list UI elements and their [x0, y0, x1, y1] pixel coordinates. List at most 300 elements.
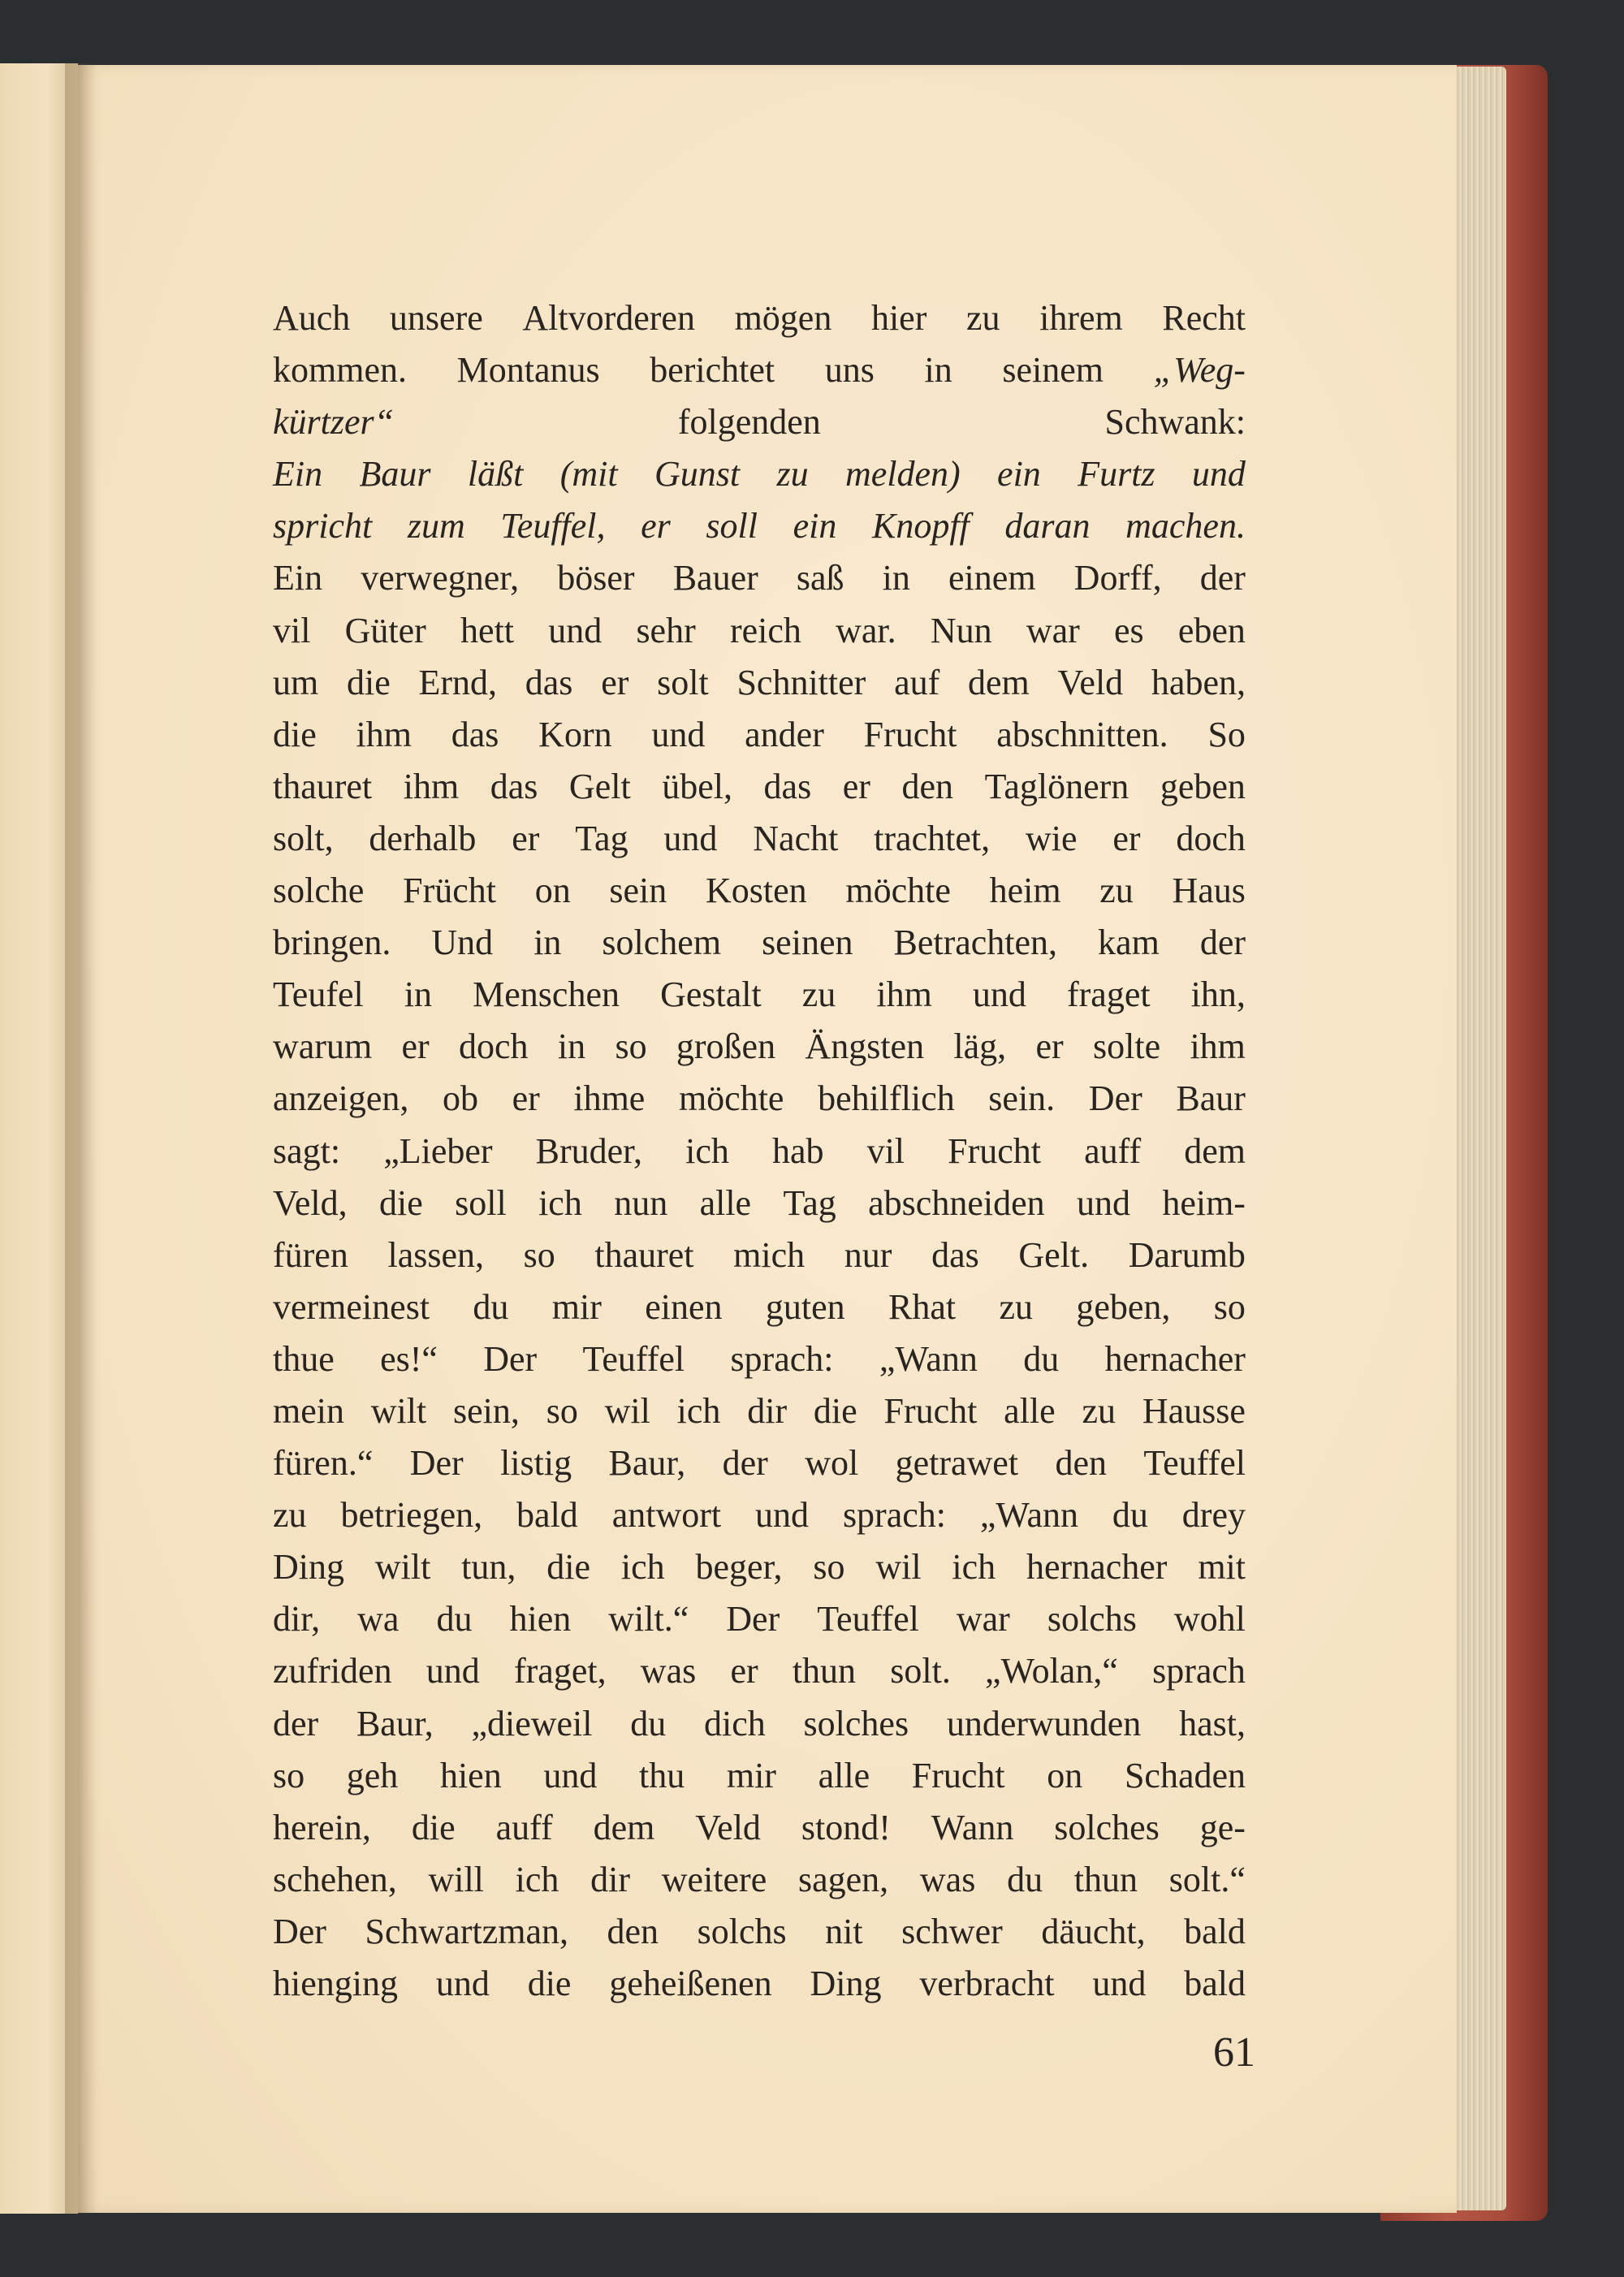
word: bald: [516, 1495, 578, 1536]
word: fraget,: [514, 1651, 607, 1692]
word: und: [663, 818, 718, 858]
word: verbracht: [919, 1964, 1055, 2003]
text-line: [273, 344, 1246, 396]
word: wohl: [1173, 1599, 1246, 1640]
word: trachtet,: [874, 818, 991, 858]
text-line: [273, 1854, 1246, 1906]
word: dem: [593, 1807, 655, 1847]
word: vermeinest: [273, 1286, 430, 1327]
body-text: [273, 292, 1246, 2010]
word: behilflich: [818, 1078, 955, 1119]
word: stond!: [801, 1807, 891, 1847]
word: es!“: [380, 1338, 438, 1379]
word: will: [428, 1859, 484, 1899]
word: einen: [645, 1286, 723, 1327]
word: sprach:: [730, 1338, 834, 1379]
text-line: [273, 500, 1246, 552]
text-line: [273, 709, 1246, 761]
word: läßt: [467, 454, 524, 495]
word: Darumb: [1128, 1234, 1246, 1275]
word: Teuffel: [582, 1338, 685, 1379]
word: hier: [870, 298, 927, 338]
word: Rhat: [888, 1286, 957, 1327]
word: vil: [866, 1130, 905, 1171]
word: fraget: [1067, 974, 1151, 1015]
word: in: [533, 922, 562, 963]
word: dem: [1184, 1130, 1246, 1171]
text-line: [273, 865, 1246, 917]
word: Bruder,: [535, 1130, 643, 1171]
word: ihn,: [1190, 974, 1246, 1015]
text-line: [273, 1541, 1246, 1593]
word: Gelt: [568, 766, 631, 806]
text-line: [273, 448, 1246, 500]
word: wie: [1025, 818, 1078, 858]
word: Ernd,: [418, 662, 498, 702]
word: ein: [997, 454, 1041, 495]
word: reich: [729, 610, 801, 650]
word: doch: [459, 1026, 529, 1067]
word: Schnitter: [736, 662, 866, 702]
word: solt: [657, 662, 709, 702]
word: du: [1112, 1495, 1148, 1536]
word: Veld: [1057, 662, 1124, 702]
word: den: [901, 766, 954, 806]
word: du: [630, 1703, 667, 1743]
word: ihrem: [1039, 298, 1123, 338]
word: nur: [844, 1234, 892, 1275]
word: thun: [1073, 1859, 1138, 1899]
word: und: [755, 1495, 810, 1536]
word: zu: [801, 974, 836, 1015]
text-line: [273, 657, 1246, 709]
word: was: [640, 1651, 697, 1692]
word: Bauer: [672, 558, 758, 598]
word: zu: [776, 454, 809, 495]
word: geh: [346, 1755, 399, 1795]
word: hien: [509, 1599, 572, 1640]
word: den: [607, 1911, 659, 1951]
word: solt,: [273, 818, 334, 858]
word: ich: [538, 1182, 582, 1223]
word: so: [273, 1755, 305, 1795]
word: berichtet: [650, 350, 775, 391]
word: das: [451, 714, 499, 754]
word: seinem: [1002, 350, 1104, 391]
word: schehen,: [273, 1859, 397, 1899]
word: sprach:: [842, 1495, 946, 1536]
word: Korn: [538, 714, 612, 754]
word: bald: [1184, 1911, 1246, 1951]
word: Nun: [930, 610, 992, 650]
word: das: [490, 766, 538, 806]
word: kam: [1098, 922, 1160, 963]
word: Tag: [783, 1182, 836, 1223]
text-line: [273, 1906, 1246, 1958]
word: wil: [875, 1547, 922, 1588]
word: und: [425, 1651, 480, 1692]
word: zu: [1099, 871, 1134, 911]
word: übel,: [662, 766, 732, 806]
word: großen: [676, 1026, 776, 1067]
word: abschnitten.: [996, 714, 1168, 754]
word: mir: [551, 1286, 602, 1327]
word: Teuffel,: [500, 506, 606, 547]
word: beger,: [695, 1547, 783, 1588]
word: Nacht: [753, 818, 839, 858]
word: und: [1076, 1182, 1130, 1223]
word: zu: [965, 298, 1000, 338]
word: ich: [952, 1547, 996, 1588]
word: er: [601, 662, 629, 702]
word: geheißenen: [609, 1964, 772, 2003]
word: und: [1092, 1964, 1147, 2003]
word: Haus: [1172, 871, 1246, 911]
word: mein: [273, 1390, 344, 1431]
word: den: [1055, 1443, 1107, 1484]
word: on: [534, 871, 571, 911]
word: Gunst: [654, 454, 741, 495]
word: füren.“: [273, 1443, 374, 1484]
text-line: [273, 1021, 1246, 1073]
word: bringen.: [273, 922, 391, 963]
word: böser: [557, 558, 635, 598]
word: kürtzer“: [273, 402, 395, 443]
word: herein,: [273, 1807, 371, 1847]
word: er: [730, 1651, 758, 1692]
word: Güter: [344, 610, 426, 650]
word: folgenden: [677, 402, 821, 443]
word: zu: [1082, 1390, 1116, 1431]
word: mit: [1198, 1547, 1246, 1588]
word: hast,: [1179, 1703, 1246, 1743]
word: hien: [439, 1755, 502, 1795]
word: Ein: [273, 558, 323, 598]
word: Ein: [273, 454, 323, 495]
word: die: [527, 1964, 572, 2003]
word: der: [722, 1443, 768, 1484]
text-line: [273, 1645, 1246, 1697]
word: in: [404, 974, 433, 1015]
word: solches: [803, 1703, 909, 1743]
word: Schaden: [1124, 1755, 1246, 1795]
word: on: [1047, 1755, 1083, 1795]
text-line: [273, 761, 1246, 813]
word: ihme: [573, 1078, 646, 1119]
word: ein: [793, 506, 837, 547]
word: mir: [726, 1755, 776, 1795]
word: haben,: [1151, 662, 1246, 702]
word: er: [401, 1026, 430, 1067]
word: wil: [604, 1390, 650, 1431]
word: ich: [676, 1390, 721, 1431]
word: zufriden: [273, 1651, 392, 1692]
word: Frucht: [948, 1130, 1041, 1171]
word: zu: [999, 1286, 1034, 1327]
word: du: [1023, 1338, 1060, 1379]
word: ihm: [403, 766, 460, 806]
word: solches: [1054, 1807, 1160, 1847]
word: Der: [409, 1443, 464, 1484]
word: das: [525, 662, 573, 702]
word: „Wolan,“: [985, 1651, 1118, 1692]
word: Veld: [695, 1807, 761, 1847]
text-line: [273, 1229, 1246, 1281]
word: thun: [792, 1651, 857, 1692]
word: sein,: [453, 1390, 520, 1431]
word: die: [273, 714, 317, 754]
word: vil: [273, 610, 311, 650]
word: Frucht: [863, 714, 957, 754]
word: und: [972, 974, 1026, 1015]
word: saß: [796, 558, 844, 598]
text-line: [273, 1593, 1246, 1645]
page-gutter-shadow: [65, 63, 97, 2214]
text-line: [273, 1958, 1246, 2010]
word: heim: [989, 871, 1061, 911]
word: getrawet: [895, 1443, 1019, 1484]
word: Furtz: [1078, 454, 1155, 495]
word: es: [1113, 610, 1144, 650]
word: Teuffel: [1143, 1443, 1246, 1484]
word: Der: [483, 1338, 538, 1379]
word: so: [1213, 1286, 1246, 1327]
word: Der: [1088, 1078, 1142, 1119]
word: sagen,: [797, 1859, 889, 1899]
word: nun: [614, 1182, 668, 1223]
word: underwunden: [946, 1703, 1142, 1743]
word: abschneiden: [868, 1182, 1045, 1223]
word: hab: [771, 1130, 824, 1171]
word: füren: [273, 1234, 348, 1275]
word: und: [1191, 454, 1246, 495]
word: ihm: [356, 714, 412, 754]
word: derhalb: [369, 818, 477, 858]
word: läg,: [953, 1026, 1007, 1067]
word: uns: [824, 350, 875, 391]
word: der: [1199, 922, 1246, 963]
text-line: [273, 396, 1246, 448]
word: in: [924, 350, 952, 391]
word: Veld,: [273, 1182, 348, 1223]
word: Und: [431, 922, 494, 963]
word: Baur: [1176, 1078, 1246, 1119]
word: Ängsten: [805, 1026, 925, 1067]
word: sein: [609, 871, 667, 911]
word: er: [842, 766, 870, 806]
word: er: [512, 1078, 540, 1119]
word: tun,: [461, 1547, 516, 1588]
word: er: [1035, 1026, 1064, 1067]
word: Der: [726, 1599, 780, 1640]
word: spricht: [273, 506, 373, 547]
word: wilt: [374, 1547, 431, 1588]
word: Ding: [810, 1964, 882, 2003]
word: mögen: [734, 298, 832, 338]
word: auf: [894, 662, 940, 702]
word: solt.“: [1168, 1859, 1246, 1899]
word: nit: [825, 1911, 863, 1951]
word: die: [346, 662, 391, 702]
word: du: [436, 1599, 473, 1640]
word: dir: [590, 1859, 631, 1899]
word: er: [1112, 818, 1141, 858]
word: solchs: [697, 1911, 787, 1951]
word: verwegner,: [361, 558, 520, 598]
word: Hausse: [1142, 1390, 1246, 1431]
text-line: [273, 1281, 1246, 1333]
word: er: [512, 818, 540, 858]
word: dir: [747, 1390, 788, 1431]
word: solt.: [890, 1651, 951, 1692]
word: Recht: [1162, 298, 1246, 338]
text-line: [273, 1177, 1246, 1229]
word: der: [273, 1703, 319, 1743]
word: mich: [733, 1234, 806, 1275]
word: zum: [407, 506, 465, 547]
word: heim-: [1162, 1182, 1246, 1223]
word: so: [615, 1026, 647, 1067]
word: solchem: [602, 922, 722, 963]
word: alle: [818, 1755, 870, 1795]
word: solchs: [1047, 1599, 1137, 1640]
word: Frücht: [403, 871, 496, 911]
word: „Weg-: [1153, 350, 1246, 391]
word: lassen,: [387, 1234, 484, 1275]
word: auff: [495, 1807, 553, 1847]
word: thauret: [273, 766, 373, 806]
word: „Wann: [979, 1495, 1078, 1536]
word: möchte: [845, 871, 951, 911]
word: soll: [455, 1182, 507, 1223]
word: ander: [745, 714, 824, 754]
word: Gestalt: [660, 974, 762, 1015]
word: ich: [685, 1130, 729, 1171]
word: möchte: [678, 1078, 784, 1119]
word: war.: [836, 610, 896, 650]
page-number: 61: [1213, 2029, 1255, 2076]
text-line: [273, 969, 1246, 1021]
word: solte: [1093, 1026, 1161, 1067]
word: und: [651, 714, 706, 754]
word: war: [956, 1599, 1010, 1640]
word: war: [1026, 610, 1080, 650]
word: Kosten: [706, 871, 807, 911]
word: er: [641, 506, 671, 547]
word: dir,: [273, 1599, 321, 1640]
text-line: [273, 917, 1246, 969]
text-line: [273, 1802, 1246, 1854]
word: thu: [638, 1755, 685, 1795]
word: doch: [1176, 818, 1246, 858]
word: sehr: [636, 610, 696, 650]
word: sprach: [1152, 1651, 1246, 1692]
word: Teuffel: [817, 1599, 919, 1640]
word: Schwartzman,: [365, 1911, 568, 1951]
word: so: [523, 1234, 555, 1275]
word: (mit: [559, 454, 618, 495]
word: Baur: [359, 454, 431, 495]
word: alle: [699, 1182, 752, 1223]
text-line: [273, 1385, 1246, 1437]
book-page: [78, 65, 1457, 2213]
word: Der: [273, 1911, 326, 1951]
word: drey: [1181, 1495, 1246, 1536]
word: soll: [706, 506, 758, 547]
word: Menschen: [473, 974, 620, 1015]
word: daran: [1004, 506, 1091, 547]
word: Gelt.: [1018, 1234, 1090, 1275]
text-line: [273, 292, 1246, 344]
word: Frucht: [911, 1755, 1005, 1795]
word: solche: [273, 871, 365, 911]
word: „Lieber: [383, 1130, 493, 1171]
word: der: [1199, 558, 1246, 598]
word: Auch: [273, 298, 351, 338]
word: Betrachten,: [893, 922, 1058, 963]
text-line: [273, 1126, 1246, 1177]
word: Montanus: [456, 350, 600, 391]
word: die: [379, 1182, 423, 1223]
word: auff: [1084, 1130, 1142, 1171]
text-line: [273, 1489, 1246, 1541]
word: hernacher: [1104, 1338, 1246, 1379]
word: listig: [500, 1443, 572, 1484]
word: Knopff: [871, 506, 970, 547]
word: ich: [515, 1859, 559, 1899]
word: schwer: [901, 1911, 1003, 1951]
word: um: [273, 662, 319, 702]
text-line: [273, 1073, 1246, 1125]
word: weitere: [661, 1859, 767, 1899]
word: hett: [460, 610, 515, 650]
word: sagt:: [273, 1130, 341, 1171]
word: Altvorderen: [522, 298, 695, 338]
word: antwort: [611, 1495, 722, 1536]
word: melden): [844, 454, 961, 495]
word: Baur,: [608, 1443, 686, 1484]
word: „dieweil: [471, 1703, 593, 1743]
word: du: [473, 1286, 509, 1327]
word: einem: [948, 558, 1036, 598]
word: geben,: [1076, 1286, 1171, 1327]
word: zu: [273, 1495, 307, 1536]
word: dich: [704, 1703, 766, 1743]
word: ge-: [1199, 1807, 1246, 1847]
word: so: [546, 1390, 578, 1431]
word: die: [813, 1390, 857, 1431]
word: und: [435, 1964, 490, 2003]
word: thue: [273, 1338, 335, 1379]
word: betriegen,: [340, 1495, 483, 1536]
text-line: [273, 1750, 1246, 1802]
text-line: [273, 605, 1246, 657]
word: und: [543, 1755, 598, 1795]
word: So: [1207, 714, 1246, 754]
word: wilt: [370, 1390, 427, 1431]
word: Baur,: [356, 1703, 434, 1743]
word: Dorff,: [1073, 558, 1162, 598]
word: Teufel: [273, 974, 364, 1015]
word: unsere: [389, 298, 483, 338]
word: dem: [968, 662, 1030, 702]
word: Schwank:: [1104, 402, 1246, 443]
word: ob: [442, 1078, 478, 1119]
word: ich: [620, 1547, 665, 1588]
word: bald: [1184, 1964, 1246, 2003]
word: in: [557, 1026, 586, 1067]
word: Taglönern: [984, 766, 1129, 806]
